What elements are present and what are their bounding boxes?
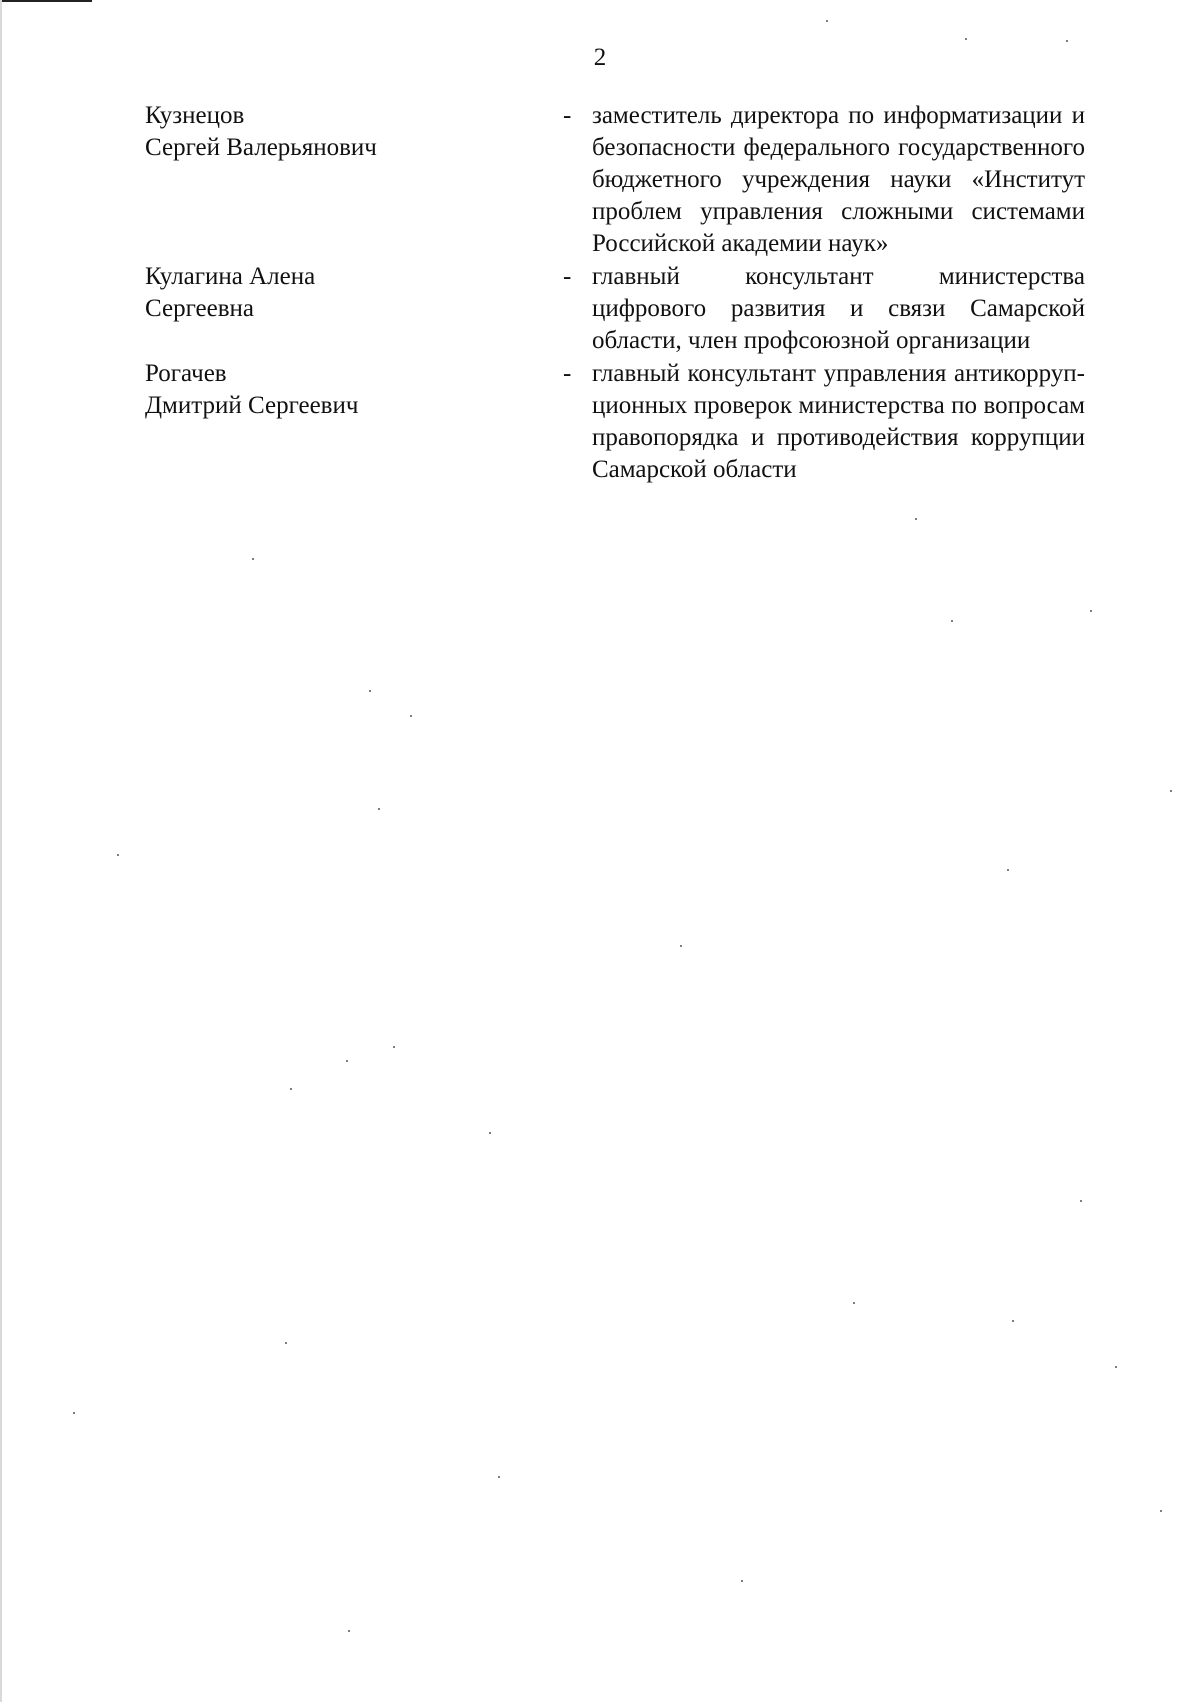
member-dash: - xyxy=(563,102,572,129)
scan-speck xyxy=(410,715,412,717)
scan-speck xyxy=(290,1088,292,1090)
member-list xyxy=(145,100,1085,487)
member-position: главный консультант министерства цифрового развития и связи Самарской области, член профсоюзной организации xyxy=(591,263,1085,354)
scan-edge-left xyxy=(0,0,2,1702)
scan-speck xyxy=(73,1412,75,1414)
scan-speck xyxy=(965,38,967,40)
scan-speck xyxy=(1007,869,1009,871)
scan-speck xyxy=(951,620,953,622)
member-entry xyxy=(145,358,1085,486)
scan-speck xyxy=(1066,40,1068,42)
scan-speck xyxy=(853,1302,855,1304)
member-position: главный консультант управления антикорруп-ционных проверок министерства по вопросам правопорядка и противодействия коррупции Самарской области xyxy=(591,360,1085,483)
member-entry xyxy=(145,100,1085,260)
member-name: Кузнецов Сергей Валерьянович xyxy=(145,102,377,161)
member-dash: - xyxy=(563,360,572,387)
scan-speck xyxy=(348,1630,350,1632)
scan-speck xyxy=(680,945,682,947)
scan-speck xyxy=(1090,610,1092,612)
page-number: 2 xyxy=(593,44,607,71)
scan-speck xyxy=(1080,1200,1082,1202)
scan-speck xyxy=(369,690,371,692)
scan-edge-top xyxy=(0,0,92,2)
scan-speck xyxy=(1160,1510,1162,1512)
scan-speck xyxy=(915,518,917,520)
scan-speck xyxy=(252,558,254,560)
scan-speck xyxy=(489,1132,491,1134)
member-name: Рогачев Дмитрий Сергеевич xyxy=(145,360,359,419)
scan-speck xyxy=(1170,790,1172,792)
member-entry xyxy=(145,261,1085,357)
scan-speck xyxy=(346,1060,348,1062)
scan-speck xyxy=(498,1476,500,1478)
scan-speck xyxy=(1012,1320,1014,1322)
scan-speck xyxy=(741,1580,743,1582)
member-name: Кулагина Алена Сергеевна xyxy=(145,263,316,322)
scan-speck xyxy=(1115,1366,1117,1368)
member-position: заместитель директора по информатизации и безопасности федерального государственного бюджетного учреждения науки «Институт проблем управления сложными системами Российской академии наук» xyxy=(591,102,1085,257)
scan-speck xyxy=(117,854,119,856)
scan-speck xyxy=(285,1342,287,1344)
scan-speck xyxy=(393,1046,395,1048)
member-dash: - xyxy=(563,263,572,290)
scan-speck xyxy=(378,808,380,810)
scan-speck xyxy=(826,20,828,22)
